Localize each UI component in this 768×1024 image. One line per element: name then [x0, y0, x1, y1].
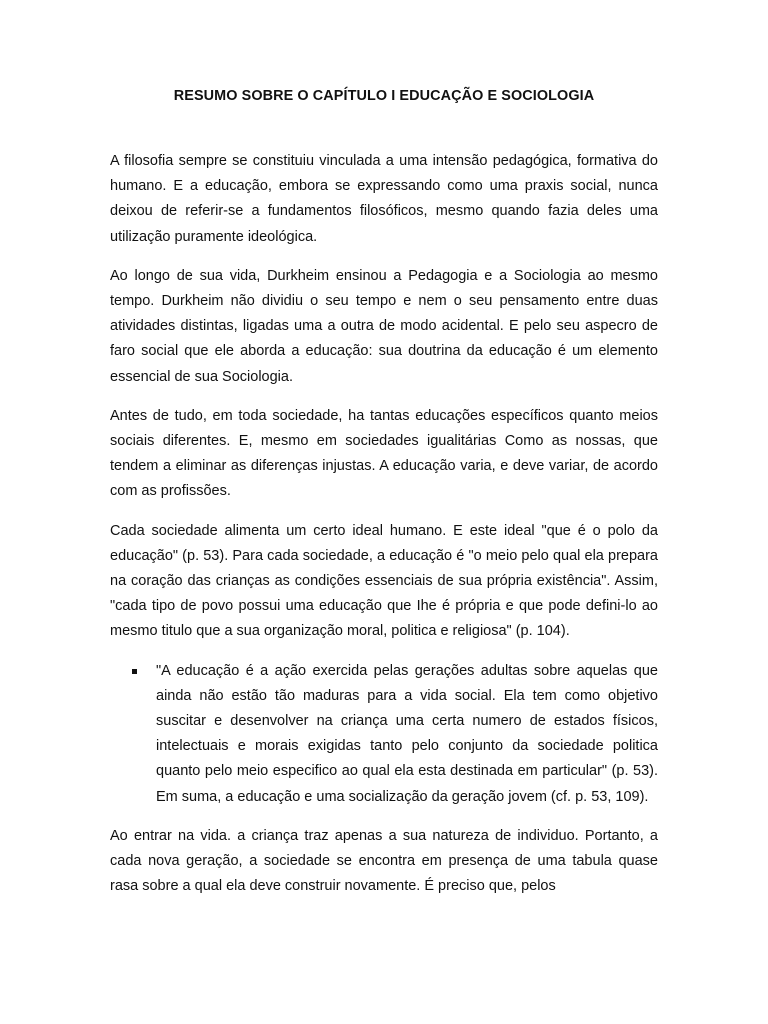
- document-title: RESUMO SOBRE O CAPÍTULO I EDUCAÇÃO E SOCIOLOGIA: [173, 88, 595, 104]
- paragraph-durkheim: Ao longo de sua vida, Durkheim ensinou a Pedagogia e a Sociologia ao mesmo tempo. Durkheim não dividiu o seu tempo e nem o seu pensamento entre duas atividades distintas, ligadas uma a outra de modo acidental. E pelo seu aspecro de faro social que ele aborda a educação: sua doutrina da educação é um elemento essencial de sua Sociologia.: [110, 267, 658, 385]
- paragraph-philosophy: A filosofia sempre se constituiu vinculada a uma intensão pedagógica, formativa do humano. E a educação, embora se expressando como uma praxis social, nunca deixou de referir-se a fundamentos filosóficos, mesmo quando fazia deles uma utilização puramente ideológica.: [110, 153, 658, 245]
- square-bullet-icon: [132, 669, 137, 674]
- paragraph-ideal: Cada sociedade alimenta um certo ideal humano. E este ideal "que é o polo da educação" (p. 53). Para cada sociedade, a educação é "o meio pelo qual ela prepara na coração das crianças as condições essenciais de sua própria existência". Assim, "cada tipo de povo possui uma educação que Ihe é própria e que pode defini-lo ao mesmo titulo que a sua organização moral, politica e religiosa" (p. 104).: [110, 522, 658, 640]
- paragraph-closing: Ao entrar na vida. a criança traz apenas a sua natureza de individuo. Portanto, a cada nova geração, a sociedade se encontra em presença de uma tabula quase rasa sobre a qual ela deve construir novamente. É preciso que, pelos: [110, 827, 658, 895]
- bullet-text: "A educação é a ação exercida pelas gerações adultas sobre aquelas que ainda não estão tão maduras para a vida social. Ela tem como objetivo suscitar e desenvolver na criança uma certa numero de estados físicos, intelectuais e morais exigidas tanto pelo conjunto da sociedade politica quanto pelo meio especifico ao qual ela esta destinada em particular" (p. 53). Em suma, a educação e uma socialização da geração jovem (cf. p. 53, 109).: [156, 662, 658, 805]
- document-body: [110, 149, 658, 913]
- list-item: [156, 659, 658, 810]
- bullet-list: [110, 659, 658, 810]
- paragraph-educations: Antes de tudo, em toda sociedade, ha tantas educações específicos quanto meios sociais diferentes. E, mesmo em sociedades igualitárias Como as nossas, que tendem a eliminar as diferenças injustas. A educação varia, e deve variar, de acordo com as profissões.: [110, 407, 658, 500]
